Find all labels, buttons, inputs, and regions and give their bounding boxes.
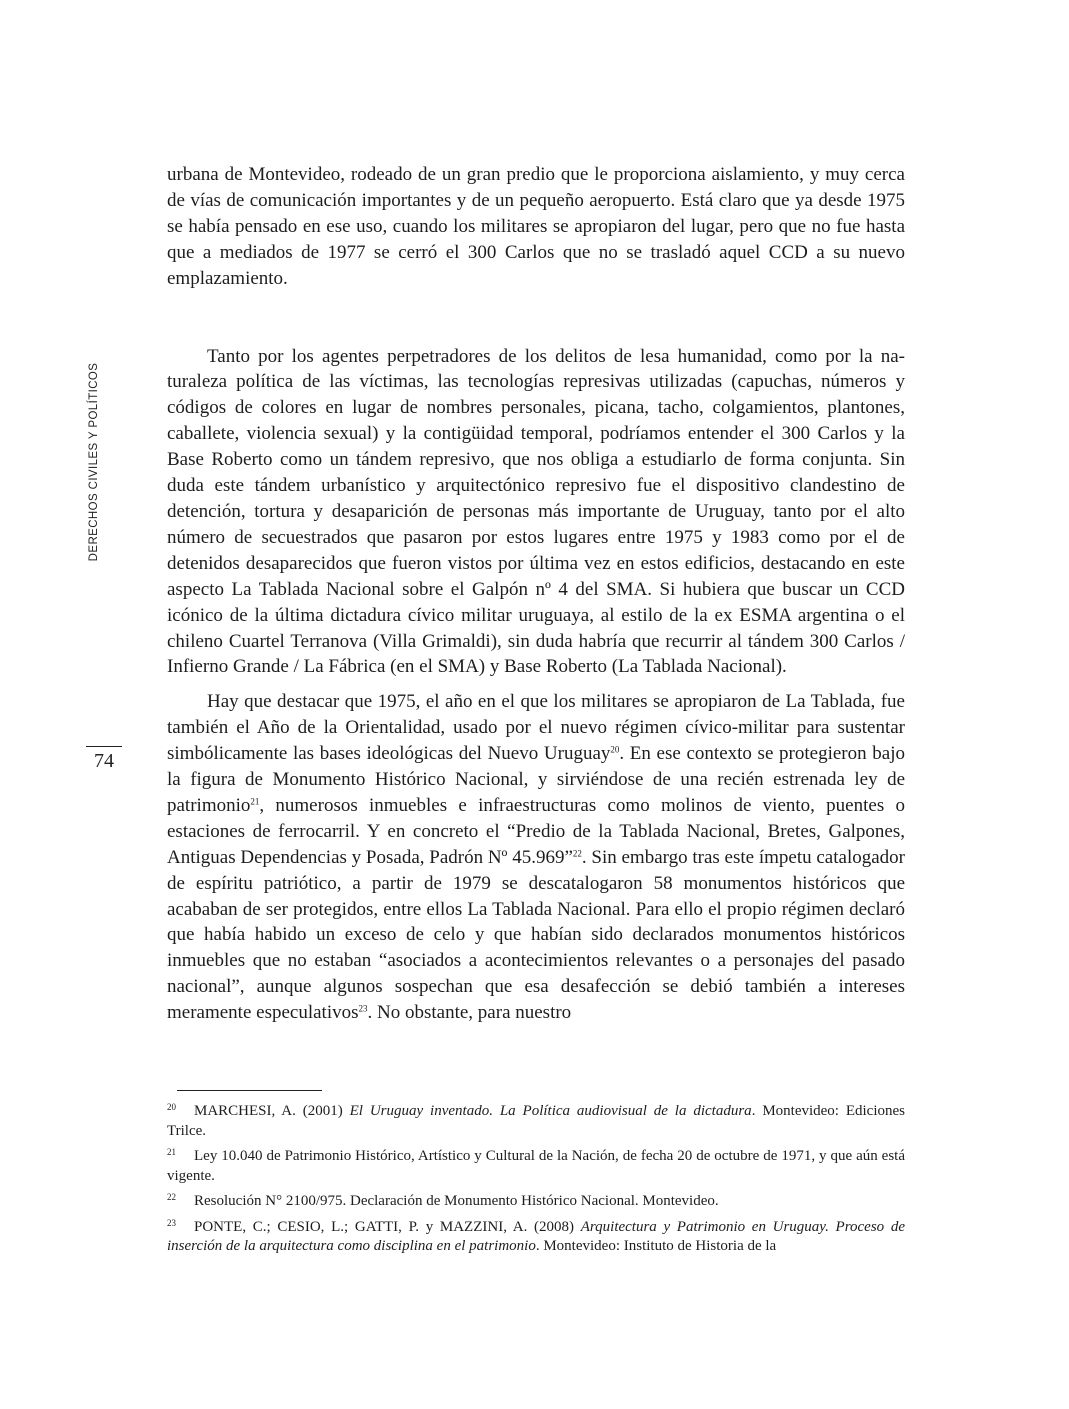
footnote-reference[interactable]: 20: [610, 744, 620, 755]
footnotes: [167, 1098, 905, 1259]
footnote-text: . Montevideo: Instituto de Historia de la: [535, 1238, 777, 1254]
paragraph-text: . Sin embargo tras este ímpetu catalogador de espíritu patriótico, a partir de 1979 se descatalogaron 58 monumentos históricos que acababan de ser protegidos, entre ellos La Tablada Nacional. Para ello el propio régimen declaró que había habido un exceso de celo y que habían sido declarados monumentos históricos inmuebles que no estaban “asociados a acontecimientos relevantes o a personajes del pasado nacional”, aunque algunos sospechan que esa desafección se debió también a intereses meramente especulativos: [167, 846, 905, 1024]
running-head: DERECHOS CIVILES Y POLÍTICOS: [88, 362, 100, 562]
footnote-number: 20: [167, 1102, 176, 1112]
paragraph-text: . En ese contexto se protegieron bajo la figura de Monumento Histórico Nacional, y sirviéndose de una recién estrenada ley de patrimonio: [167, 743, 905, 816]
footnote: [167, 1143, 905, 1186]
paragraph-text: Hay que destacar que 1975, el año en el que los militares se apropiaron de La Tablada, fue también el Año de la Orientalidad, usado por el nuevo régimen cívico-militar para sustentar simbólicamente las bases ideológicas del Nuevo Uruguay: [167, 691, 905, 765]
main-text: [167, 162, 905, 1026]
footnote-text: . Montevideo: Ediciones Trilce.: [167, 1103, 905, 1139]
footnote-text: MARCHESI, A. (2001): [194, 1103, 350, 1119]
paragraph: [167, 689, 905, 1026]
page-number-rule: [86, 746, 122, 747]
footnote: [167, 1188, 905, 1212]
footnote-number: 22: [167, 1192, 176, 1202]
paragraph-text: . No obstante, para nuestro: [367, 1002, 572, 1024]
paragraph: Tanto por los agentes perpetradores de los delitos de lesa humanidad, como por la naturaleza política de las víctimas, las tecnologías represivas utilizadas (capuchas, números y códigos de colores en lugar de nombres personales, picana, tacho, colgamientos, plantones, caballete, violencia sexual) y la contigüidad temporal, podríamos entender el 300 Carlos y la Base Roberto como un tándem represivo, que nos obliga a estudiarlo de forma conjunta. Sin duda este tándem urbanístico y arquitectónico represivo fue el dispositivo clandestino de detención, tortura y desaparición de personas más importante de Uruguay, tanto por el alto número de secuestrados que pasaron por estos lugares entre 1975 y 1983 como por el de detenidos desaparecidos que fueron vistos por última vez en estos edificios, destacando en este aspecto La Tablada Nacional sobre el Galpón nº 4 del SMA. Si hubiera que buscar un CCD icónico de la última dictadura cívico militar uruguaya, al estilo de la ex ESMA argentina o el chileno Cuartel Terranova (Villa Grimaldi), sin duda habría que recurrir al tándem 300 Carlos / Infierno Grande / La Fábrica (en el SMA) y Base Roberto (La Tablada Nacional).: [167, 345, 905, 678]
paragraph-continued: urbana de Montevideo, rodeado de un gran predio que le proporciona aislamiento, y muy cerca de vías de comunicación importantes y de un pequeño aeropuerto. Está claro que ya desde 1975 se había pensado en ese uso, cuando los militares se apropiaron del lugar, pero que no fue hasta que a mediados de 1977 se cerró el 300 Carlos que no se trasladó aquel CCD a su nuevo emplazamiento.: [167, 164, 905, 289]
footnote: [167, 1098, 905, 1141]
footnote-reference[interactable]: 21: [250, 796, 260, 807]
footnote-number: 23: [167, 1217, 176, 1228]
paragraph-text: , numerosos inmuebles e infraestructuras como molinos de viento, puentes o estaciones de ferrocarril. Y en concreto el “Predio de la Tablada Nacional, Bretes, Galpones, Antiguas Dependencias y Posada, Padrón Nº 45.969”: [167, 794, 905, 868]
footnote-reference[interactable]: 22: [572, 848, 582, 858]
footnote-reference[interactable]: 23: [358, 1003, 368, 1014]
footnote-title: El Uruguay inventado. La Política audiovisual de la dictadura: [349, 1103, 752, 1119]
page-number: 74: [94, 750, 114, 772]
footnote: [167, 1214, 905, 1257]
footnote-title: Arquitectura y Patrimonio en Uruguay. Proceso de inserción de la arquitectura como disciplina en el patrimonio: [167, 1218, 905, 1254]
footnote-separator: [177, 1090, 322, 1091]
footnote-number: 21: [167, 1147, 176, 1157]
footnote-text: Resolución N° 2100/975. Declaración de Monumento Histórico Nacional. Montevideo.: [194, 1193, 719, 1209]
footnote-text: Ley 10.040 de Patrimonio Histórico, Artístico y Cultural de la Nación, de fecha 20 de octubre de 1971, y que aún está vigente.: [167, 1148, 905, 1184]
footnote-text: PONTE, C.; CESIO, L.; GATTI, P. y MAZZINI, A. (2008): [194, 1218, 581, 1235]
